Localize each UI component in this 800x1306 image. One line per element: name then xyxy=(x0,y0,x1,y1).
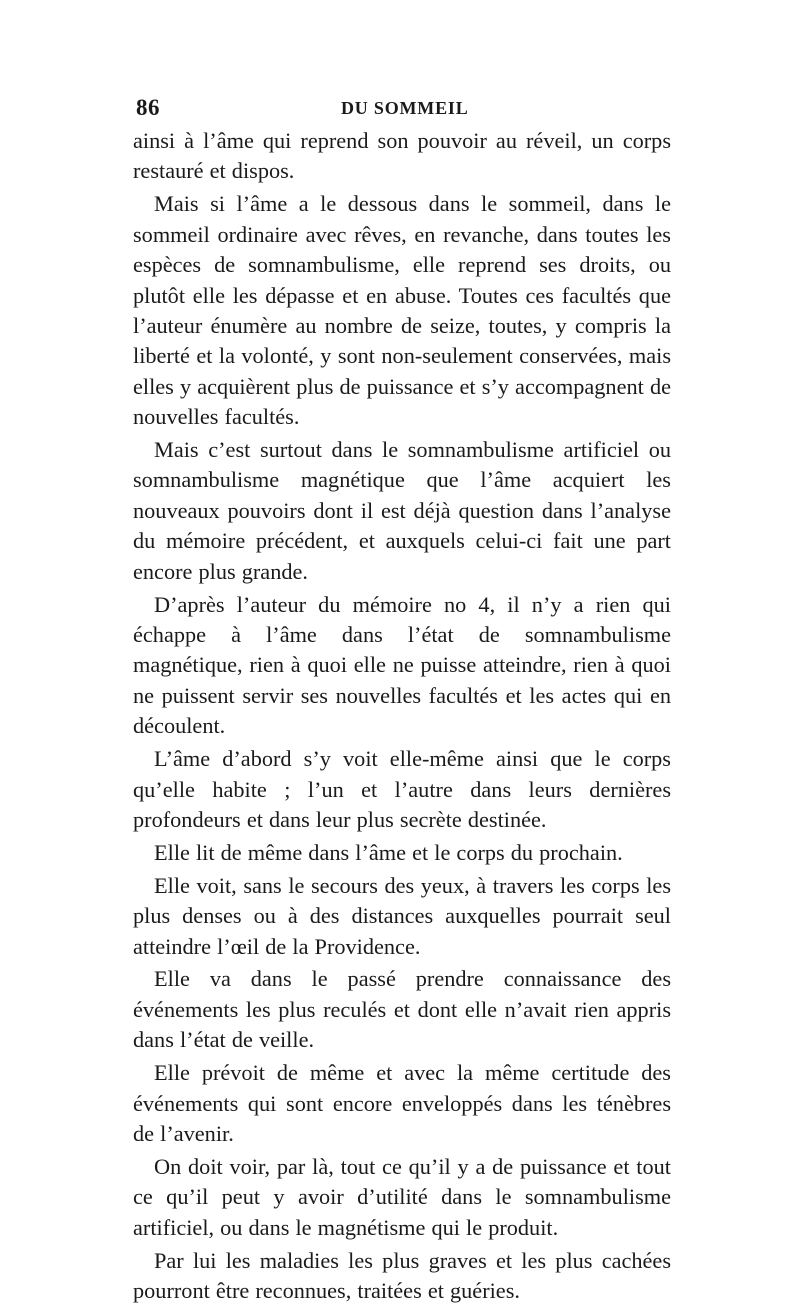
body-text xyxy=(133,126,671,1306)
paragraph: L’âme d’abord s’y voit elle-même ainsi que le corps qu’elle habite ; l’un et l’autre dans leurs dernières profondeurs et dans leur plus secrète destinée. xyxy=(133,746,671,832)
page-header xyxy=(134,94,670,122)
paragraph-continuation: ainsi à l’âme qui reprend son pouvoir au réveil, un corps restauré et dispos. xyxy=(133,128,671,184)
paragraph: Elle lit de même dans l’âme et le corps du prochain. xyxy=(154,839,623,865)
page-number: 86 xyxy=(136,95,160,120)
paragraph: Elle va dans le passé prendre connaissance des événements les plus reculés et dont elle n’avait rien appris dans l’état de veille. xyxy=(133,966,671,1053)
paragraph: Mais si l’âme a le dessous dans le sommeil, dans le sommeil ordinaire avec rêves, en revanche, dans toutes les espèces de somnambulisme, elle reprend ses droits, ou plutôt elle les dépasse et en abuse. Toutes ces facultés que l’auteur énumère au nombre de seize, toutes, y compris la liberté et la volonté, y sont non-seulement conservées, mais elles y acquièrent plus de puissance et s’y accompagnent de nouvelles facultés. xyxy=(133,191,671,430)
paragraph: Elle prévoit de même et avec la même certitude des événements qui sont encore enveloppés dans les ténèbres de l’avenir. xyxy=(133,1060,671,1146)
paragraph: D’après l’auteur du mémoire no 4, il n’y a rien qui échappe à l’âme dans l’état de somnambulisme magnétique, rien à quoi elle ne puisse atteindre, rien à quoi ne puissent servir ses nouvelles facultés et les actes qui en découlent. xyxy=(133,591,671,739)
paragraph: On doit voir, par là, tout ce qu’il y a de puissance et tout ce qu’il peut y avoir d’utilité dans le somnambulisme artificiel, ou dans le magnétisme qui le produit. xyxy=(133,1153,671,1240)
paragraph: Par lui les maladies les plus graves et les plus cachées pourront être reconnues, traitées et guéries. xyxy=(133,1247,671,1304)
paragraph: Mais c’est surtout dans le somnambulisme artificiel ou somnambulisme magnétique que l’âme acquiert les nouveaux pouvoirs dont il est déjà question dans l’analyse du mémoire précédent, et auxquels celui-ci fait une part encore plus grande. xyxy=(133,437,671,584)
paragraph: Elle voit, sans le secours des yeux, à travers les corps les plus denses ou à des distances auxquelles pourrait seul atteindre l’œil de la Providence. xyxy=(133,872,671,959)
running-head: DU SOMMEIL xyxy=(341,98,469,118)
